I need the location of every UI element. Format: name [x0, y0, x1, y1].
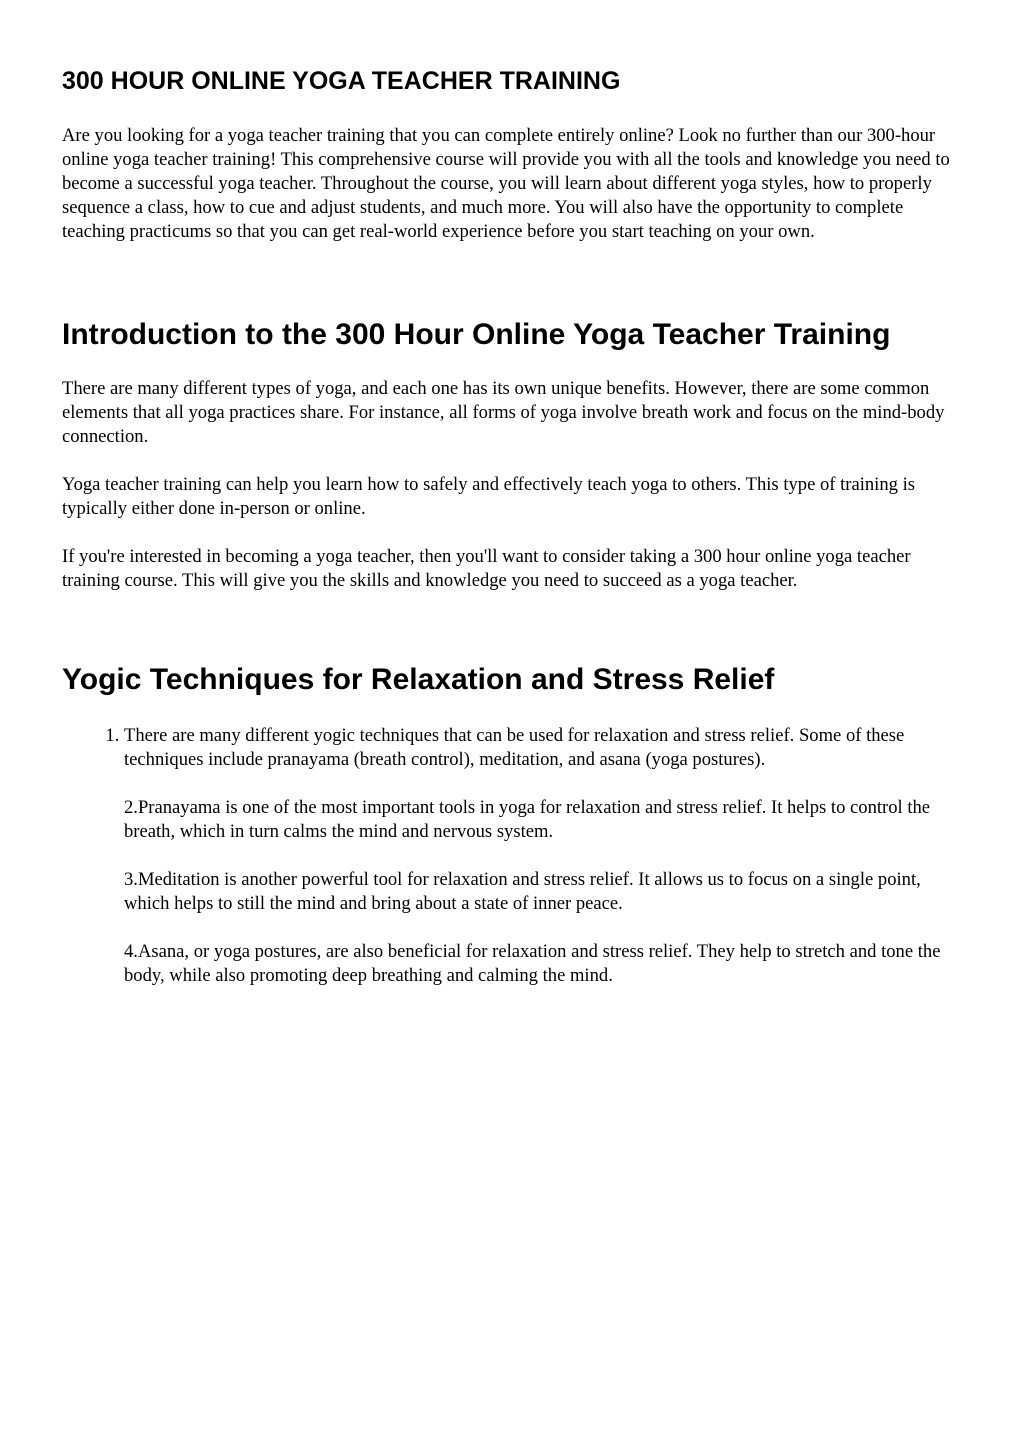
list-item — [124, 724, 962, 988]
introduction-paragraph-1: There are many different types of yoga, and each one has its own unique benefits. However, there are some common elements that all yoga practices share. For instance, all forms of yoga involve breath work and focus on the mind-body connection. — [62, 378, 945, 447]
technique-paragraph-3: 3.Meditation is another powerful tool for relaxation and stress relief. It allows us to focus on a single point, which helps to still the mind and bring about a state of inner peace. — [124, 869, 921, 914]
section-heading-introduction: Introduction to the 300 Hour Online Yoga Teacher Training — [62, 318, 891, 351]
technique-paragraph-1: 1. There are many different yogic techniques that can be used for relaxation and stress relief. Some of these techniques include pranayama (breath control), meditation, and asana (yoga postures). — [124, 725, 905, 770]
document-title: 300 HOUR ONLINE YOGA TEACHER TRAINING — [62, 67, 621, 95]
introduction-paragraph-2: Yoga teacher training can help you learn how to safely and effectively teach yoga to others. This type of training is typically either done in-person or online. — [62, 474, 915, 519]
intro-paragraph: Are you looking for a yoga teacher training that you can complete entirely online? Look no further than our 300-hour online yoga teacher training! This comprehensive course will provide you with all the tools and knowledge you need to become a successful yoga teacher. Throughout the course, you will learn about different yoga styles, how to properly sequence a class, how to cue and adjust students, and much more. You will also have the opportunity to complete teaching practicums so that you can get real-world experience before you start teaching on your own. — [62, 125, 950, 242]
introduction-paragraph-3: If you're interested in becoming a yoga teacher, then you'll want to consider taking a 300 hour online yoga teacher training course. This will give you the skills and knowledge you need to succeed as a yoga teacher. — [62, 546, 911, 591]
technique-paragraph-2: 2.Pranayama is one of the most important tools in yoga for relaxation and stress relief. It helps to control the breath, which in turn calms the mind and nervous system. — [124, 797, 931, 842]
document-page — [62, 0, 962, 988]
section-heading-yogic-techniques: Yogic Techniques for Relaxation and Stress Relief — [62, 663, 775, 696]
technique-paragraph-4: 4.Asana, or yoga postures, are also beneficial for relaxation and stress relief. They help to stretch and tone the body, while also promoting deep breathing and calming the mind. — [124, 941, 941, 986]
techniques-list — [62, 724, 962, 988]
